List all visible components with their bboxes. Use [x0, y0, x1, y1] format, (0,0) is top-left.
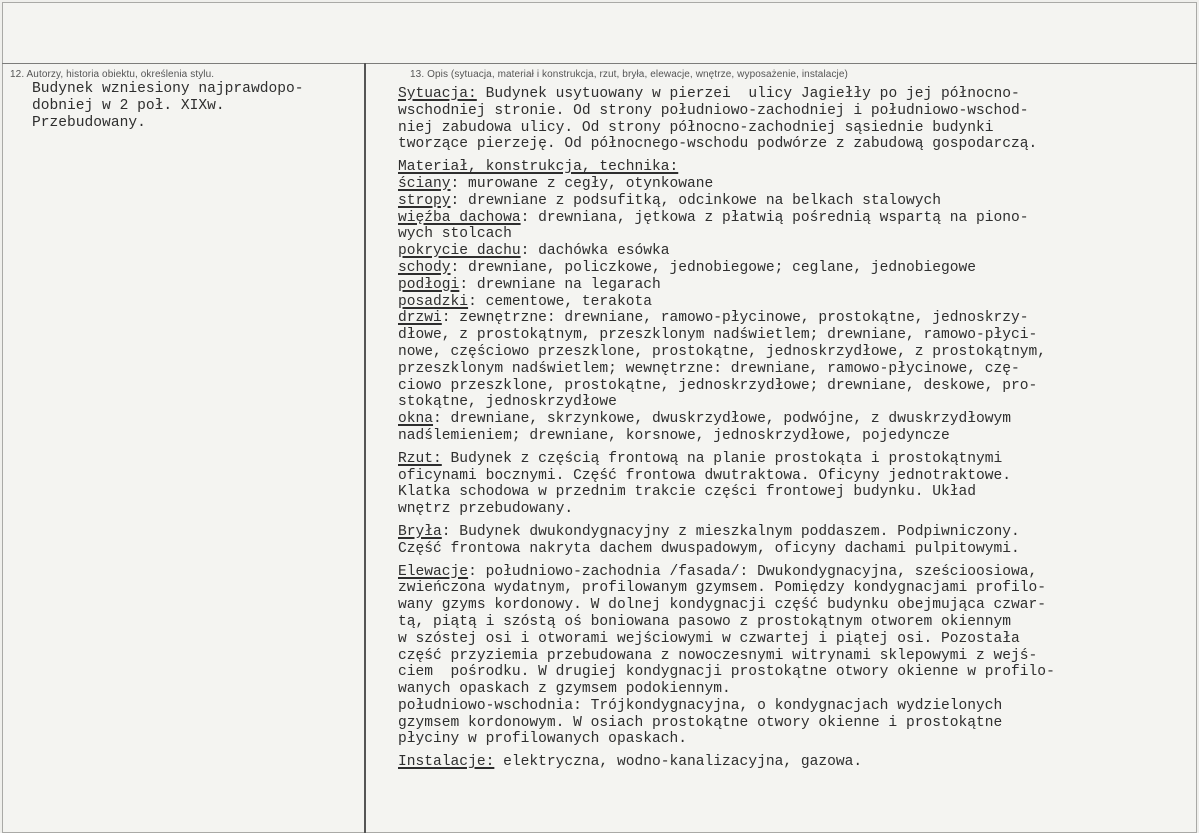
text-drzwi: : zewnętrzne: drewniane, ramowo-płycinowe, prostokątne, jednoskrzy- dłowe, z prostokątnym, przeszklonym nadświetlem; drewniane, ramowo-płyci- nowe, częściowo przeszklone, prostokątne, jednoskrzydłowe, z prostokątnym, przeszklonym nadświetlem; wewnętrzne: drewniane, ramowo-płycinowe, czę- ciowo przeszklone, prostokątne, jednoskrzydłowe; drewniane, deskowe, pro- stokątne, jednoskrzydłowe	[398, 310, 1047, 411]
heading-sytuacja: Sytuacja:	[398, 86, 477, 102]
header-divider	[2, 63, 1197, 64]
section-material	[398, 159, 1178, 445]
heading-rzut: Rzut:	[398, 450, 442, 467]
heading-sciany: ściany	[398, 175, 451, 192]
text-stropy: : drewniane z podsufitką, odcinkowe na belkach stalowych	[450, 192, 941, 209]
heading-stropy: stropy	[398, 192, 451, 209]
heading-pokrycie: pokrycie dachu	[398, 243, 521, 260]
text-rzut: Budynek z częścią frontową na planie prostokąta i prostokątnymi oficynami bocznymi. Część frontowa dwutraktowa. Oficyny jednotraktowe. Klatka schodowa w przednim trakcie części frontowej budynku. Układ wnętrz przebudowany.	[398, 450, 1012, 518]
heading-podlogi: podłogi	[398, 276, 460, 293]
heading-instalacje: Instalacje:	[398, 754, 495, 771]
text-sciany: : murowane z cegły, otynkowane	[450, 175, 714, 192]
text-elewacje: : południowo-zachodnia /fasada/: Dwukondygnacyjna, sześcioosiowa, zwieńczona wydatnym, profilowanym gzymsem. Pomiędzy kondygnacjami profilo- wany gzyms kordonowy. W dolnej kondygnacji część budynku obejmująca czwar- tą, piątą i szóstą oś boniowana pasowo z prostokątnym otworem okiennym w szóstej osi i otworami wejściowymi w czwartej i piątej osi. Pozostała część przyziemia przebudowana z nowoczesnymi witrynami sklepowymi z wejś- ciem pośrodku. W drugiej kondygnacji prostokątne otwory okienne w profilo- wanych opaskach z gzymsem podokiennym. południowo-wschodnia: Trójkondygnacyjna, o kondygnacjach wydzielonych gzymsem kordonowym. W osiach prostokątne otwory okienne i prostokątne płyciny w profilowanych opaskach.	[398, 563, 1055, 748]
section-elewacje	[398, 564, 1178, 749]
section-sytuacja	[398, 86, 1178, 153]
heading-material: Materiał, konstrukcja, technika:	[398, 159, 679, 176]
description-body	[398, 86, 1178, 777]
heading-posadzki: posadzki	[398, 293, 469, 310]
field-13-label: 13. Opis (sytuacja, materiał i konstrukcja, rzut, bryła, elewacje, wnętrze, wyposażenie, instalacje)	[410, 69, 848, 80]
field-12-label: 12. Autorzy, historia obiektu, określenia stylu.	[10, 69, 215, 80]
text-pokrycie: : dachówka esówka	[520, 243, 670, 260]
text-okna: : drewniane, skrzynkowe, dwuskrzydłowe, podwójne, z dwuskrzydłowym nadślemieniem; drewniane, korsnowe, jednoskrzydłowe, pojedyncze	[398, 411, 1012, 444]
text-wiezba: : drewniana, jętkowa z płatwią pośrednią wspartą na piono- wych stolcach	[398, 209, 1029, 243]
text-sytuacja: Budynek usytuowany w pierzei ulicy Jagiełły po jej północno- wschodniej stronie. Od strony południowo-zachodniej i południowo-wschod- niej zabudowa ulicy. Od strony północno-zachodniej sąsiednie budynki tworzące pierzeję. Od północnego-wschodu podwórze z zabudową gospodarczą.	[398, 86, 1038, 153]
text-schody: : drewniane, policzkowe, jednobiegowe; ceglane, jednobiegowe	[450, 259, 977, 276]
column-divider	[364, 63, 366, 833]
heading-okna: okna	[398, 411, 434, 428]
heading-elewacje: Elewacje	[398, 563, 469, 580]
heading-wiezba: więźba dachowa	[398, 209, 521, 226]
section-instalacje	[398, 754, 1178, 771]
heading-drzwi: drzwi	[398, 310, 442, 327]
text-bryla: : Budynek dwukondygnacyjny z mieszkalnym poddaszem. Podpiwniczony. Część frontowa nakryta dachem dwuspadowym, oficyny dachami pulpitowymi.	[398, 523, 1020, 557]
text-posadzki: : cementowe, terakota	[468, 293, 652, 310]
text-podlogi: : drewniane na legarach	[459, 276, 661, 293]
history-text: Budynek wzniesiony najprawdopo- dobniej w 2 poł. XIXw. Przebudowany.	[32, 81, 304, 131]
heading-schody: schody	[398, 259, 451, 276]
section-bryla	[398, 524, 1178, 558]
heading-bryla: Bryła	[398, 523, 442, 540]
section-rzut	[398, 451, 1178, 518]
text-instalacje: elektryczna, wodno-kanalizacyjna, gazowa.	[494, 754, 863, 771]
